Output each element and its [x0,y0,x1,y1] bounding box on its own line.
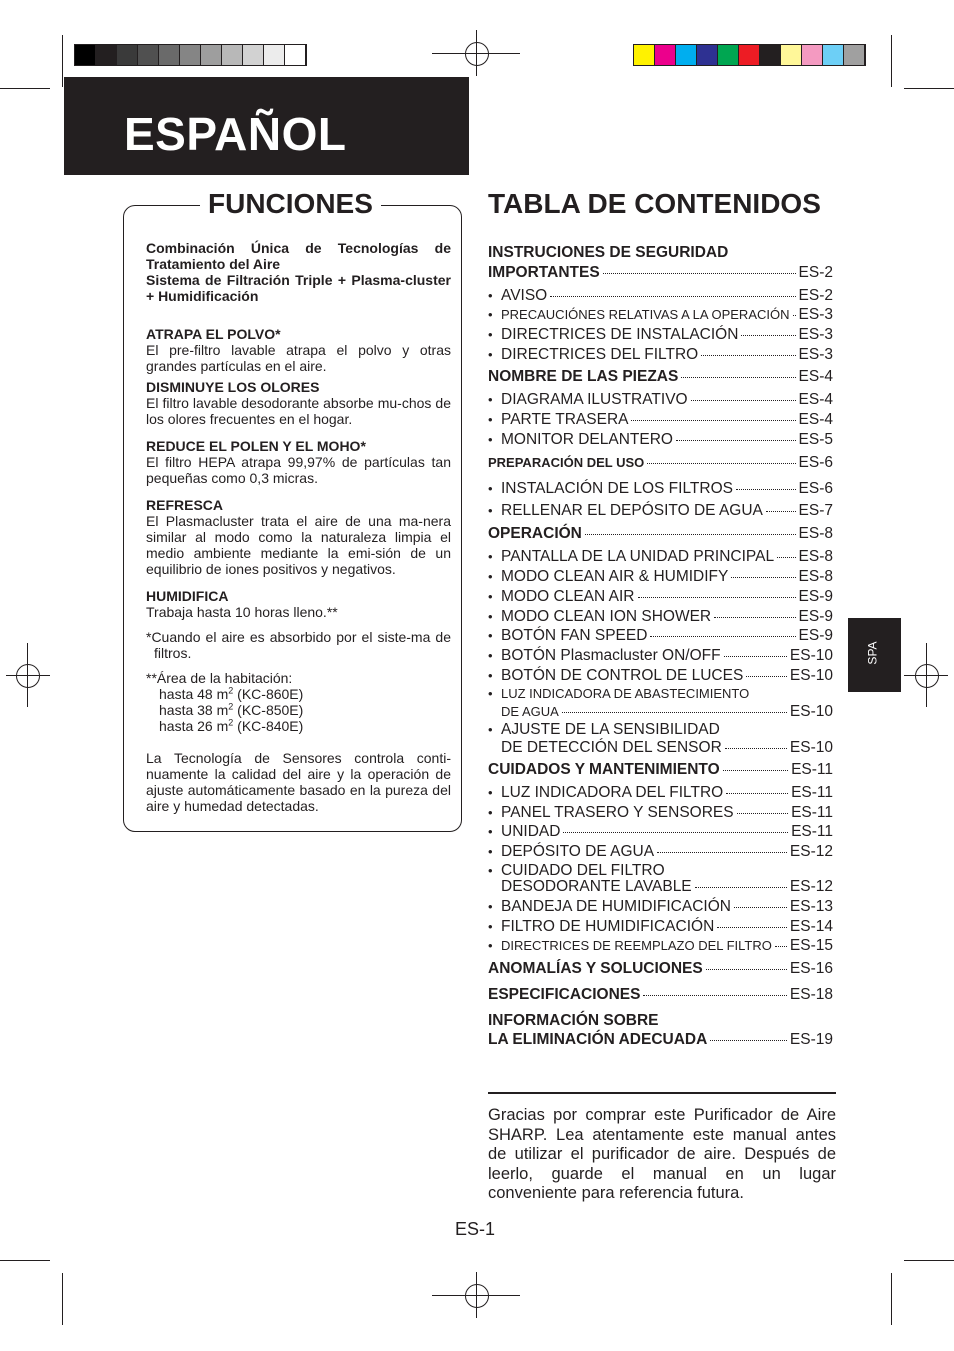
color-swatch [802,45,823,65]
toc-entry[interactable]: • PANEL TRASERO Y SENSORES ES-11 [488,804,833,822]
color-swatch [760,45,781,65]
feature-text: Trabaja hasta 10 horas lleno.** [146,604,338,620]
toc-entry[interactable]: • DIRECTRICES DE REEMPLAZO DEL FILTRO ES-15 [488,937,833,955]
feature-heading: ATRAPA EL POLVO* [146,326,281,342]
toc-entry[interactable]: ESPECIFICACIONES ES-18 [488,986,833,1003]
room-line: hasta 26 $m^2$ (KC-840E) [159,717,304,734]
color-swatch [781,45,802,65]
features-intro-1: Combinación Única de Tecnologías de Tratamiento del Aire [146,240,451,272]
footnote-2: **Área de la habitación: [146,670,293,686]
gray-swatch [96,45,117,65]
toc-entry[interactable]: DESODORANTE LAVABLE ES-12 [501,878,833,895]
toc-entry[interactable]: • PARTE TRASERA ES-4 [488,411,833,429]
toc-entry[interactable]: NOMBRE DE LAS PIEZAS ES-4 [488,368,833,385]
toc-entry-line: • LUZ INDICADORA DE ABASTECIMIENTO [488,686,750,701]
gray-swatch [222,45,243,65]
feature-text: El filtro HEPA atrapa 99,97% de partículas tan pequeñas como 0,3 micras. [146,454,451,486]
toc-entry[interactable]: • BOTÓN Plasmacluster ON/OFF ES-10 [488,647,833,665]
toc-entry[interactable]: • MODO CLEAN AIR & HUMIDIFY ES-8 [488,568,833,586]
toc-entry[interactable]: • AVISO ES-2 [488,287,833,305]
toc-entry[interactable]: • BANDEJA DE HUMIDIFICACIÓN ES-13 [488,898,833,916]
gray-swatch [75,45,96,65]
toc-entry-line: • CUIDADO DEL FILTRO [488,862,665,879]
feature-heading: REFRESCA [146,497,224,513]
feature-text: El filtro lavable desodorante absorbe mu-chos de los olores frecuentes en el hogar. [146,395,451,427]
gray-swatch [264,45,285,65]
gray-swatch [201,45,222,65]
footnote-1: *Cuando el aire es absorbido por el siste-ma de filtros. [146,629,451,661]
toc-entry[interactable]: CUIDADOS Y MANTENIMIENTO ES-11 [488,761,833,778]
features-title: FUNCIONES [200,188,381,220]
color-calibration-bar [633,44,866,66]
room-line: hasta 38 $m^2$ (KC-850E) [159,701,304,718]
toc-entry[interactable]: • MODO CLEAN AIR ES-9 [488,588,833,606]
grayscale-calibration-bar [74,44,307,66]
feature-text: El Plasmacluster trata el aire de una ma-nera similar al modo como la naturaleza limpia el medio ambiente mediante la emi-sión de un equilibrio de iones positivos y negativos. [146,513,451,577]
toc-entry[interactable]: • BOTÓN DE CONTROL DE LUCES ES-10 [488,667,833,685]
feature-heading: DISMINUYE LOS OLORES [146,379,320,395]
toc-entry[interactable]: • MODO CLEAN ION SHOWER ES-9 [488,608,833,626]
features-intro-2: Sistema de Filtración Triple + Plasma-cluster + Humidificación [146,272,451,304]
toc-entry[interactable]: • DIAGRAMA ILUSTRATIVO ES-4 [488,391,833,409]
toc-entry[interactable]: • RELLENAR EL DEPÓSITO DE AGUA ES-7 [488,502,833,520]
toc-entry[interactable]: LA ELIMINACIÓN ADECUADA ES-19 [488,1031,833,1048]
toc-entry[interactable]: • PRECAUCIÓNES RELATIVAS A LA OPERACIÓN ES-3 [488,306,833,324]
gray-swatch [180,45,201,65]
thanks-paragraph: Gracias por comprar este Purificador de Aire SHARP. Lea atentamente este manual antes de utilizar el purificador de aire. Después de leerlo, guarde el manual en un lugar conveniente para referencia futura. [488,1106,836,1202]
side-tab-label: SPA [865,641,880,665]
toc-section-label: INFORMACIÓN SOBRE [488,1012,659,1029]
color-swatch [697,45,718,65]
language-header [64,77,469,175]
toc-entry[interactable]: PREPARACIÓN DEL USO ES-6 [488,454,833,471]
color-swatch [844,45,865,65]
feature-heading: REDUCE EL POLEN Y EL MOHO* [146,438,366,454]
divider [488,1092,836,1094]
page-title: ESPAÑOL [124,108,347,160]
toc-entry[interactable]: • BOTÓN FAN SPEED ES-9 [488,627,833,645]
toc-entry[interactable]: • FILTRO DE HUMIDIFICACIÓN ES-14 [488,918,833,936]
color-swatch [718,45,739,65]
feature-heading: HUMIDIFICA [146,588,229,604]
color-swatch [634,45,655,65]
room-line: hasta 48 $m^2$ (KC-860E) [159,685,304,702]
toc-entry[interactable]: • INSTALACIÓN DE LOS FILTROS ES-6 [488,480,833,498]
feature-text: El pre-filtro lavable atrapa el polvo y otras grandes partículas en el aire. [146,342,451,374]
toc-entry[interactable]: DE AGUA ES-10 [501,703,833,720]
color-swatch [823,45,844,65]
gray-swatch [285,45,306,65]
toc-entry[interactable]: • DIRECTRICES DEL FILTRO ES-3 [488,346,833,364]
features-body [146,240,451,814]
toc-entry[interactable]: • UNIDAD ES-11 [488,823,833,841]
toc-entry[interactable]: DE DETECCIÓN DEL SENSOR ES-10 [501,739,833,756]
toc-entry[interactable]: IMPORTANTES ES-2 [488,264,833,281]
color-swatch [676,45,697,65]
toc-entry[interactable]: • DIRECTRICES DE INSTALACIÓN ES-3 [488,326,833,344]
toc-entry[interactable]: • PANTALLA DE LA UNIDAD PRINCIPAL ES-8 [488,548,833,566]
toc-entry[interactable]: OPERACIÓN ES-8 [488,525,833,542]
toc-section-label: INSTRUCIONES DE SEGURIDAD [488,244,729,261]
toc-entry-line: • AJUSTE DE LA SENSIBILIDAD [488,721,720,738]
page-number: ES-1 [455,1219,496,1239]
color-swatch [655,45,676,65]
color-swatch [739,45,760,65]
language-side-tab [848,618,901,692]
gray-swatch [159,45,180,65]
toc-title: TABLA DE CONTENIDOS [488,188,821,219]
toc-entry[interactable]: • LUZ INDICADORA DEL FILTRO ES-11 [488,784,833,802]
gray-swatch [138,45,159,65]
toc-entry[interactable]: • MONITOR DELANTERO ES-5 [488,431,833,449]
toc-entry[interactable]: ANOMALÍAS Y SOLUCIONES ES-16 [488,960,833,977]
toc-entry[interactable]: • DEPÓSITO DE AGUA ES-12 [488,843,833,861]
gray-swatch [117,45,138,65]
features-closing: La Tecnología de Sensores controla conti-nuamente la calidad del aire y la operación de ajuste automáticamente basado en la pureza del aire y humedad detectadas. [146,750,451,814]
gray-swatch [243,45,264,65]
